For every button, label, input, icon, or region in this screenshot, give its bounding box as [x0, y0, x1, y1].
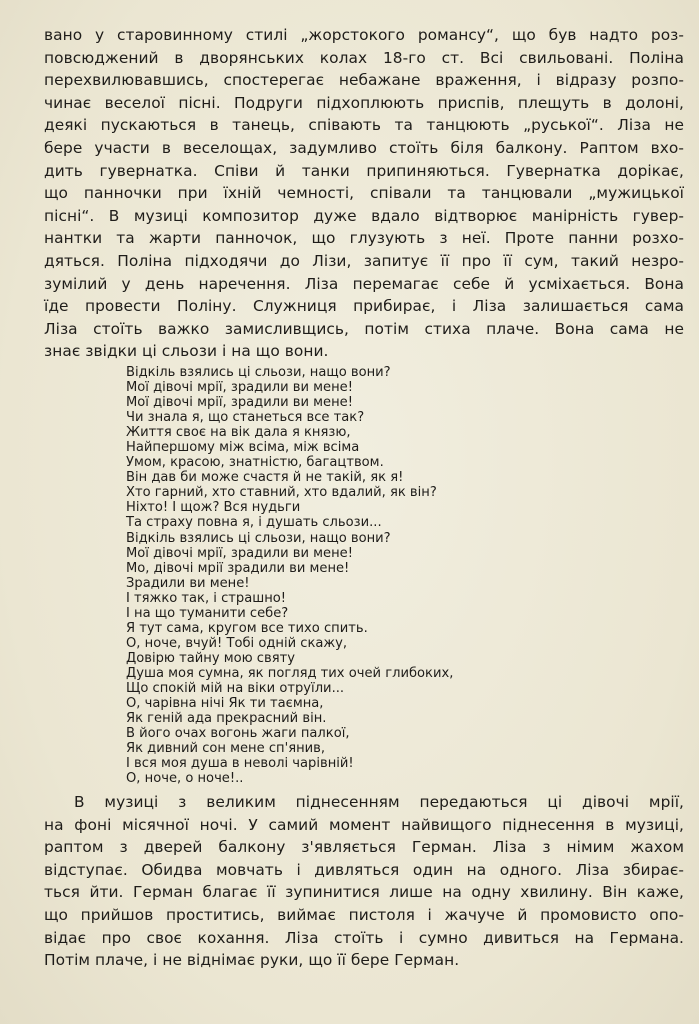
- poem-line: В його очах вогонь жаги палкої,: [126, 726, 350, 742]
- poem-line: Як геній ада прекрасний він.: [126, 711, 327, 727]
- poem-line: І на що туманити себе?: [126, 605, 289, 621]
- text-line: нантки та жарти панночок, що глузують з неї. Проте панни розхо-: [44, 229, 684, 248]
- poem-line: Мої дівочі мрії, зрадили ви мене!: [126, 380, 353, 396]
- text-line: що панночки при їхній чемності, співали та танцювали „мужицької: [44, 184, 684, 203]
- poem-line: Що спокій мій на віки отруїли...: [126, 680, 345, 696]
- poem-line: Мо, дівочі мрії зрадили ви мене!: [126, 560, 350, 576]
- text-line: чинає веселої пісні. Подруги підхоплюють приспів, плещуть в долоні,: [44, 93, 684, 112]
- text-line: бере участи в веселощах, задумливо стоїть біля балкону. Раптом вхо-: [44, 138, 684, 157]
- text-line: Ліза стоїть важко замисливщись, потім стиха плаче. Вона сама не: [44, 319, 684, 338]
- paragraph-libretto-scene: [44, 24, 684, 363]
- poem-line: Хто гарний, хто ставний, хто вдалий, як він?: [126, 485, 437, 501]
- poem-line: О, чарівна нічі Як ти таємна,: [126, 696, 324, 712]
- text-line: відає про своє кохання. Ліза стоїть і сумно дивиться на Германа.: [44, 928, 684, 947]
- text-line: що прийшов проститись, виймає пистоля і жачуче й промовисто опо-: [44, 905, 684, 924]
- poem-verse: [126, 365, 546, 786]
- poem-line: Найпершому між всіма, між всіма: [126, 440, 360, 456]
- text-line: дяться. Поліна підходячи до Лізи, запитує її про її сум, такий незро-: [44, 251, 684, 270]
- poem-line: Душа моя сумна, як погляд тих очей глибоких,: [126, 665, 454, 681]
- poem-line: Відкіль взялись ці сльози, нащо вони?: [126, 530, 391, 546]
- text-line: їде провести Поліну. Служниця прибирає, і Ліза залишається сама: [44, 297, 684, 316]
- text-line: раптом з дверей балкону з'являється Герман. Ліза з німим жахом: [44, 838, 684, 857]
- poem-line: Як дивний сон мене сп'янив,: [126, 741, 326, 757]
- poem-line: Ніхто! І щож? Вся нудьги: [126, 500, 301, 516]
- text-line: ться йти. Герман благає її зупинитися лише на одну хвилину. Він каже,: [44, 883, 684, 902]
- poem-line: Та страху повна я, і душать сльози...: [126, 515, 382, 531]
- poem-line: Чи знала я, що станеться все так?: [126, 410, 365, 426]
- text-line: на фоні місячної ночі. У самий момент найвищого піднесення в музиці,: [44, 815, 684, 834]
- text-line: перехвилювавшись, спостерегає небажане враження, і відразу розпо-: [44, 71, 684, 90]
- poem-line: Мої дівочі мрії, зрадили ви мене!: [126, 395, 353, 411]
- text-line: деякі пускаються в танець, співають та танцюють „руської“. Ліза не: [44, 116, 684, 135]
- poem-line: О, ноче, вчуй! Тобі одній скажу,: [126, 635, 348, 651]
- text-line: відступає. Обидва мовчать і дивляться один на одного. Ліза збирає-: [44, 860, 684, 879]
- poem-line: О, ноче, о ноче!..: [126, 771, 244, 787]
- poem-line: Він дав би може счастя й не такій, як я!: [126, 470, 404, 486]
- poem-line: Умом, красою, знатністю, багацтвом.: [126, 455, 384, 471]
- poem-line: І тяжко так, і страшно!: [126, 590, 287, 606]
- poem-line: І вся моя душа в неволі чарівній!: [126, 756, 354, 772]
- text-line: вано у старовинному стилі „жорстокого романсу“, що був надто роз-: [44, 26, 684, 44]
- text-line: зумілий у день наречення. Ліза перемагає себе й усміхається. Вона: [44, 274, 684, 293]
- text-line: В музиці з великим піднесенням передаються ці дівочі мрії,: [74, 793, 684, 811]
- paragraph-music-description: [44, 791, 684, 972]
- poem-line: Довірю тайну мою святу: [126, 650, 295, 666]
- poem-line: Я тут сама, кругом все тихо спить.: [126, 620, 368, 636]
- text-line: повсюджений в дворянських колах 18-го ст. Всі свильовані. Поліна: [44, 48, 684, 67]
- poem-line: Мої дівочі мрії, зрадили ви мене!: [126, 545, 353, 561]
- text-line: знає звідки ці сльози і на що вони.: [44, 342, 329, 361]
- poem-line: Життя своє на вік дала я князю,: [126, 425, 351, 441]
- text-line: дить гувернатка. Співи й танки припиняються. Гувернатка дорікає,: [44, 161, 684, 180]
- poem-line: Відкіль взялись ці сльози, нащо вони?: [126, 365, 391, 380]
- poem-line: Зрадили ви мене!: [126, 575, 250, 591]
- text-line: Потім плаче, і не віднімає руки, що її бере Герман.: [44, 951, 460, 970]
- text-line: пісні“. В музиці композитор дуже вдало відтворює манірність гувер-: [44, 206, 684, 225]
